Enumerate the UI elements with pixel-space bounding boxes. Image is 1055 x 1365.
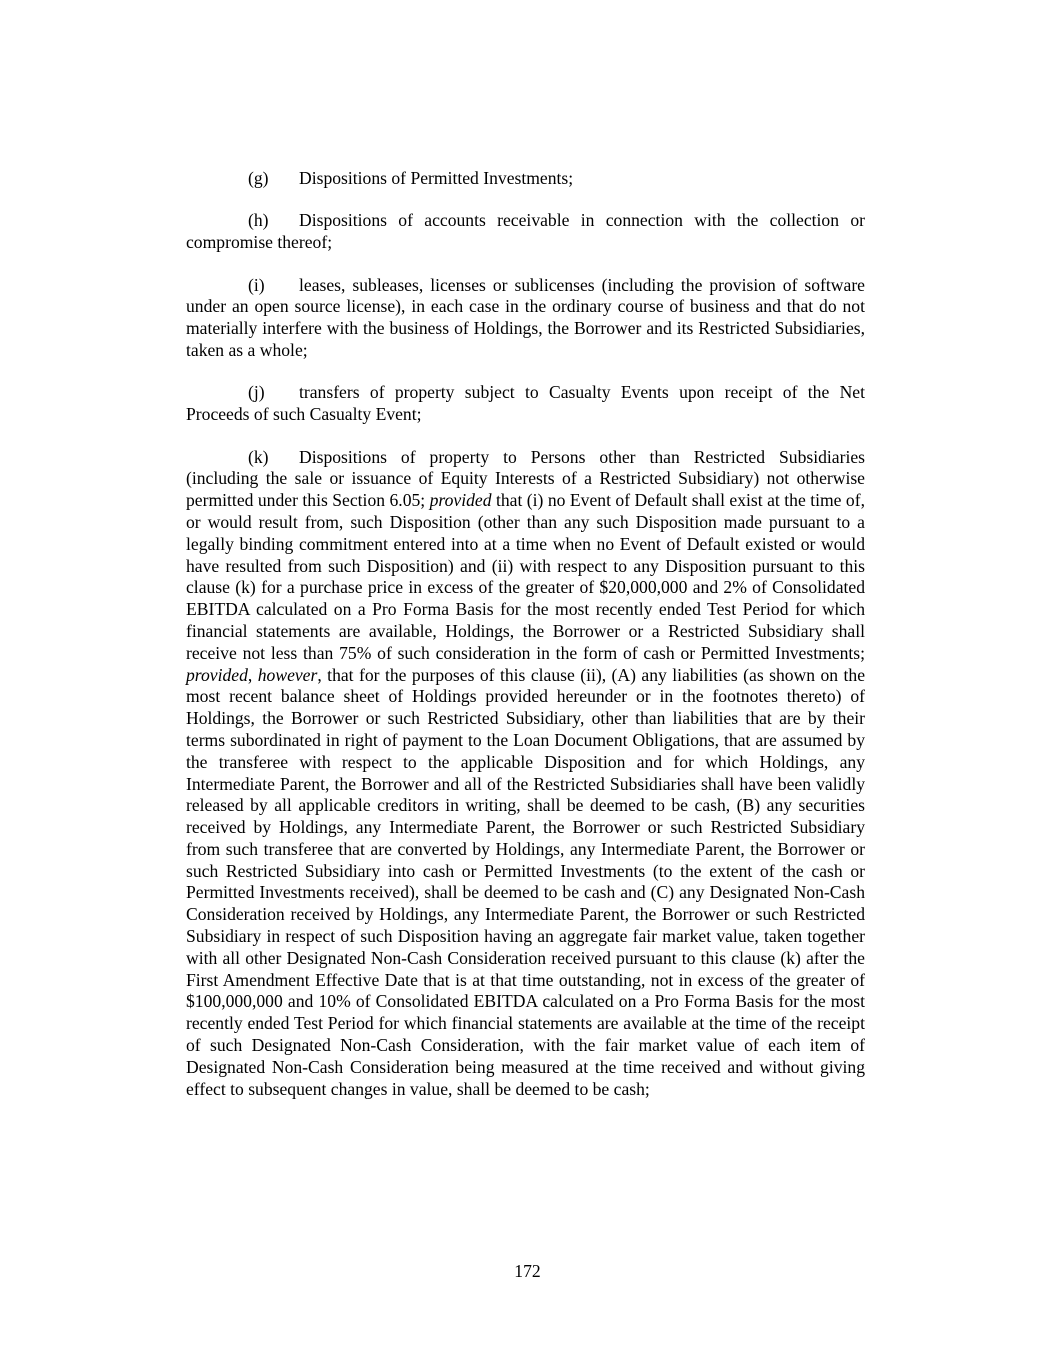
document-body (186, 168, 865, 1121)
clause-label: (i) (248, 274, 265, 295)
clause-text: Dispositions of Permitted Investments; (299, 168, 574, 188)
clause-k (186, 447, 865, 1101)
clause-text: Dispositions of property to Persons other than Restricted Subsidiaries (including the sale or issuance of Equity Interests of a Restricted Subsidiary) not otherwise permitted under this Section 6.05; (186, 446, 865, 511)
clause-text: that (i) no Event of Default shall exist at the time of, or would result from, such Disposition (other than any such Disposition made pursuant to a legally binding commitment entered into at a time when no Event of Default existed or would have resulted from such Disposition) and (ii) with respect to any Disposition pursuant to this clause (k) for a purchase price in excess of the greater of $20,000,000 and 2% of Consolidated EBITDA calculated on a Pro Forma Basis for the most recently ended Test Period for which financial statements are available, Holdings, the Borrower or a Restricted Subsidiary shall receive not less than 75% of such consideration in the form of cash or Permitted Investments; (186, 490, 865, 663)
clause-label: (h) (248, 210, 269, 231)
clause-i (186, 275, 865, 362)
clause-text: transfers of property subject to Casualty Events upon receipt of the Net Proceeds of such Casualty Event; (186, 382, 865, 425)
clause-emphasis: provided (186, 664, 248, 685)
page-number: 172 (514, 1261, 541, 1281)
clause-h (186, 210, 865, 254)
clause-label: (k) (248, 446, 269, 467)
clause-emphasis: however (257, 664, 318, 685)
clause-text: Dispositions of accounts receivable in connection with the collection or compromise thereof; (186, 210, 865, 253)
clause-text: , that for the purposes of this clause (ii), (A) any liabilities (as shown on the most recent balance sheet of Holdings provided hereunder or in the footnotes thereto) of Holdings, the Borrower or such Restricted Subsidiary, other than liabilities that are by their terms subordinated in right of payment to the Loan Document Obligations, that are assumed by the transferee with respect to the applicable Disposition and for which Holdings, any Intermediate Parent, the Borrower and all of the Restricted Subsidiaries shall have been validly released by all applicable creditors in writing, shall be deemed to be cash, (B) any securities received by Holdings, any Intermediate Parent, the Borrower or such Restricted Subsidiary from such transferee that are converted by Holdings, any Intermediate Parent, the Borrower or such Restricted Subsidiary into cash or Permitted Investments (to the extent of the cash or Permitted Investments received), shall be deemed to be cash and (C) any Designated Non-Cash Consideration received by Holdings, any Intermediate Parent, the Borrower or such Restricted Subsidiary in respect of such Disposition having an aggregate fair market value, taken together with all other Designated Non-Cash Consideration received pursuant to this clause (k) after the First Amendment Effective Date that is at that time outstanding, not in excess of the greater of $100,000,000 and 10% of Consolidated EBITDA calculated on a Pro Forma Basis for the most recently ended Test Period for which financial statements are available at the time of the receipt of such Designated Non-Cash Consideration, with the fair market value of each item of Designated Non-Cash Consideration being measured at the time received and without giving effect to subsequent changes in value, shall be deemed to be cash; (186, 664, 866, 1099)
clause-g (186, 168, 865, 190)
clause-label: (j) (248, 382, 265, 403)
clause-text: leases, subleases, licenses or sublicenses (including the provision of software under an open source license), in each case in the ordinary course of business and that do not materially interfere with the business of Holdings, the Borrower and its Restricted Subsidiaries, taken as a whole; (186, 274, 865, 360)
clause-j (186, 382, 865, 426)
clause-label: (g) (248, 168, 269, 188)
clause-text: , (247, 664, 258, 685)
clause-emphasis: provided (429, 490, 492, 511)
